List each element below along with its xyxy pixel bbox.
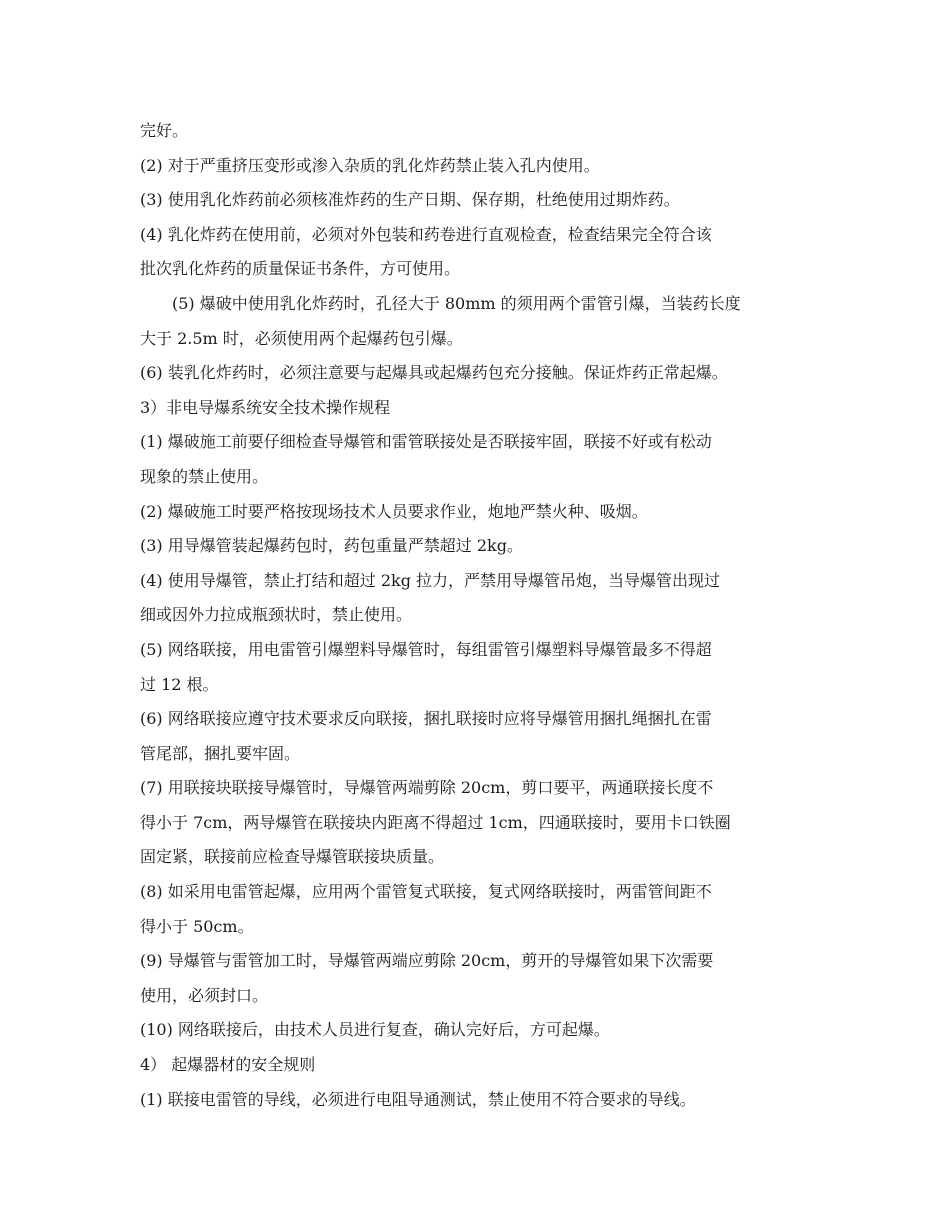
- text-line: (3) 使用乳化炸药前必须核准炸药的生产日期、保存期，杜绝使用过期炸药。: [140, 190, 680, 210]
- text-line: 固定紧，联接前应检查导爆管联接块质量。: [140, 847, 445, 867]
- text-line: (1) 爆破施工前要仔细检查导爆管和雷管联接处是否联接牢固，联接不好或有松动: [140, 432, 712, 452]
- text-line: (3) 用导爆管装起爆药包时，药包重量严禁超过 2kg。: [140, 536, 523, 556]
- text-line: 完好。: [140, 121, 189, 140]
- text-line: (1) 联接电雷管的导线，必须进行电阻导通测试，禁止使用不符合要求的导线。: [140, 1089, 696, 1109]
- section-heading: 4） 起爆器材的安全规则: [140, 1055, 316, 1075]
- text-line: 现象的禁止使用。: [140, 466, 269, 486]
- text-line: (5) 网络联接，用电雷管引爆塑料导爆管时，每组雷管引爆塑料导爆管最多不得超: [140, 639, 712, 659]
- text-line: 过 12 根。: [140, 674, 219, 694]
- text-line: 得小于 7cm，两导爆管在联接块内距离不得超过 1cm，四通联接时，要用卡口铁圈: [140, 812, 731, 832]
- text-line: 得小于 50cm。: [140, 916, 254, 936]
- text-line: (7) 用联接块联接导爆管时，导爆管两端剪除 20cm，剪口要平，两通联接长度不: [140, 778, 714, 798]
- section-heading: 3）非电导爆系统安全技术操作规程: [140, 397, 391, 417]
- text-line: (10) 网络联接后，由技术人员进行复查，确认完好后，方可起爆。: [140, 1020, 610, 1040]
- text-line: (5) 爆破中使用乳化炸药时，孔径大于 80mm 的须用两个雷管引爆，当装药长度: [172, 293, 741, 313]
- text-line: (2) 爆破施工时要严格按现场技术人员要求作业，炮地严禁火种、吸烟。: [140, 501, 648, 521]
- text-line: (8) 如采用电雷管起爆，应用两个雷管复式联接，复式网络联接时，两雷管间距不: [140, 882, 712, 902]
- text-line: 细或因外力拉成瓶颈状时，禁止使用。: [140, 605, 413, 625]
- text-line: 管尾部，捆扎要牢固。: [140, 743, 301, 763]
- text-line: 大于 2.5m 时，必须使用两个起爆药包引爆。: [140, 328, 463, 348]
- document-body: [140, 114, 830, 1117]
- text-line: 使用，必须封口。: [140, 985, 269, 1005]
- text-line: (6) 装乳化炸药时，必须注意要与起爆具或起爆药包充分接触。保证炸药正常起爆。: [140, 363, 728, 383]
- text-line: (4) 使用导爆管，禁止打结和超过 2kg 拉力，严禁用导爆管吊炮，当导爆管出现过: [140, 570, 721, 590]
- text-line: (6) 网络联接应遵守技术要求反向联接，捆扎联接时应将导爆管用捆扎绳捆扎在雷: [140, 709, 712, 729]
- text-line: (9) 导爆管与雷管加工时，导爆管两端应剪除 20cm，剪开的导爆管如果下次需要: [140, 951, 714, 971]
- text-line: 批次乳化炸药的质量保证书条件，方可使用。: [140, 259, 461, 279]
- text-line: (4) 乳化炸药在使用前，必须对外包装和药卷进行直观检查，检查结果完全符合该: [140, 224, 712, 244]
- text-line: (2) 对于严重挤压变形或渗入杂质的乳化炸药禁止装入孔内使用。: [140, 155, 600, 175]
